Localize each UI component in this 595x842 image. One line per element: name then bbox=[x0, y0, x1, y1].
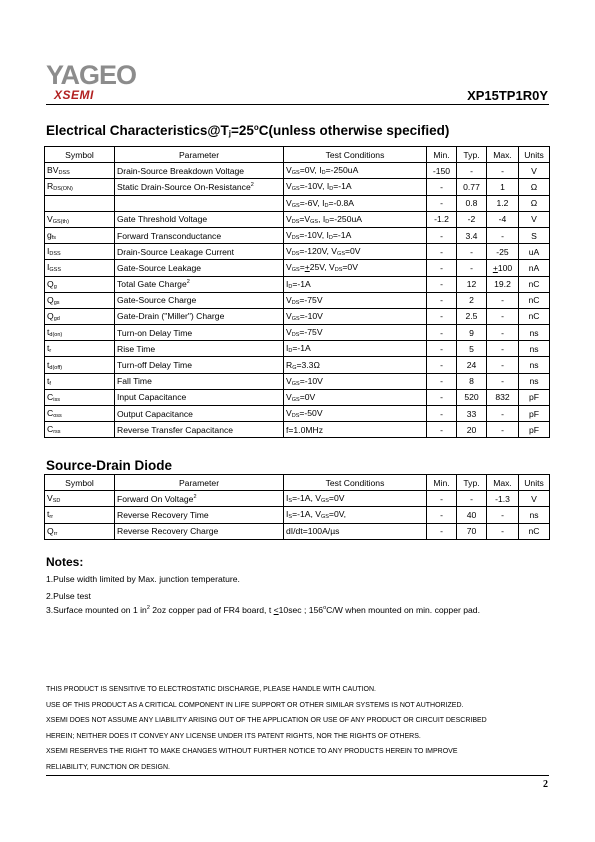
table-row bbox=[45, 491, 550, 507]
units-cell: S bbox=[519, 227, 550, 243]
test-conditions-cell: dI/dt=100A/µs bbox=[284, 523, 427, 539]
symbol-cell: $t_r$ bbox=[45, 341, 115, 357]
column-header: Parameter bbox=[115, 475, 284, 491]
table-row bbox=[45, 260, 550, 276]
parameter-cell: Turn-on Delay Time bbox=[115, 325, 284, 341]
table-row bbox=[45, 389, 550, 405]
max-cell: - bbox=[487, 227, 519, 243]
symbol-cell: $R_{DS(ON)}$ bbox=[45, 179, 115, 195]
table-header-row bbox=[45, 147, 550, 163]
typ-cell: - bbox=[457, 491, 487, 507]
units-cell: Ω bbox=[519, 179, 550, 195]
min-cell: - bbox=[427, 406, 457, 422]
symbol-cell: $C_{oss}$ bbox=[45, 406, 115, 422]
table-row bbox=[45, 325, 550, 341]
parameter-cell: Drain-Source Breakdown Voltage bbox=[115, 163, 284, 179]
parameter-cell: Gate-Source Charge bbox=[115, 292, 284, 308]
test-conditions-cell: $V_{DS}=-10V$, $I_D=-1A$ bbox=[284, 227, 427, 243]
column-header: Min. bbox=[427, 475, 457, 491]
header-rule bbox=[46, 104, 549, 105]
test-conditions-cell: $R_G=3.3\Omega$ bbox=[284, 357, 427, 373]
parameter-cell: Output Capacitance bbox=[115, 406, 284, 422]
min-cell: - bbox=[427, 276, 457, 292]
min-cell: - bbox=[427, 507, 457, 523]
note-1: 1.Pulse width limited by Max. junction temperature. bbox=[46, 574, 240, 584]
note-2: 2.Pulse test bbox=[46, 591, 91, 601]
disclaimer-line: USE OF THIS PRODUCT AS A CRITICAL COMPONENT IN LIFE SUPPORT OR OTHER SIMILAR SYSTEMS IS NOT AUTHORIZED. bbox=[46, 702, 464, 709]
table-row bbox=[45, 163, 550, 179]
table-row bbox=[45, 292, 550, 308]
typ-cell: 70 bbox=[457, 523, 487, 539]
symbol-cell bbox=[45, 195, 115, 211]
symbol-cell: $V_{GS(th)}$ bbox=[45, 211, 115, 227]
symbol-cell: $I_{GSS}$ bbox=[45, 260, 115, 276]
units-cell: nC bbox=[519, 308, 550, 324]
column-header: Parameter bbox=[115, 147, 284, 163]
min-cell: - bbox=[427, 373, 457, 389]
test-conditions-cell: $V_{DS}=-120V$, $V_{GS}=0V$ bbox=[284, 244, 427, 260]
min-cell: - bbox=[427, 341, 457, 357]
typ-cell: 2.5 bbox=[457, 308, 487, 324]
min-cell: -1.2 bbox=[427, 211, 457, 227]
table-row bbox=[45, 244, 550, 260]
column-header: Units bbox=[519, 475, 550, 491]
footer-rule bbox=[46, 775, 549, 776]
column-header: Units bbox=[519, 147, 550, 163]
column-header: Test Conditions bbox=[284, 475, 427, 491]
typ-cell: - bbox=[457, 163, 487, 179]
symbol-cell: $V_{SD}$ bbox=[45, 491, 115, 507]
max-cell: 1.2 bbox=[487, 195, 519, 211]
typ-cell: -2 bbox=[457, 211, 487, 227]
max-cell: - bbox=[487, 341, 519, 357]
min-cell: - bbox=[427, 389, 457, 405]
parameter-cell: Reverse Recovery Charge bbox=[115, 523, 284, 539]
table-row bbox=[45, 276, 550, 292]
max-cell: - bbox=[487, 163, 519, 179]
units-cell: nC bbox=[519, 523, 550, 539]
table-row bbox=[45, 507, 550, 523]
typ-cell: 8 bbox=[457, 373, 487, 389]
typ-cell: 0.8 bbox=[457, 195, 487, 211]
max-cell: -4 bbox=[487, 211, 519, 227]
min-cell: - bbox=[427, 179, 457, 195]
test-conditions-cell: $I_S=-1A$, $V_{GS}=0V$, bbox=[284, 507, 427, 523]
disclaimer-line: RELIABILITY, FUNCTION OR DESIGN. bbox=[46, 764, 170, 771]
logo-subbrand: XSEMI bbox=[54, 88, 94, 102]
max-cell: - bbox=[487, 308, 519, 324]
typ-cell: 3.4 bbox=[457, 227, 487, 243]
test-conditions-cell: f=1.0MHz bbox=[284, 422, 427, 438]
disclaimer-line: XSEMI RESERVES THE RIGHT TO MAKE CHANGES WITHOUT FURTHER NOTICE TO ANY PRODUCTS HEREIN TO IMPROVE bbox=[46, 748, 458, 755]
units-cell: ns bbox=[519, 341, 550, 357]
symbol-cell: $t_{d(off)}$ bbox=[45, 357, 115, 373]
max-cell: -25 bbox=[487, 244, 519, 260]
typ-cell: - bbox=[457, 260, 487, 276]
logo-wordmark: YAGEO bbox=[46, 60, 137, 90]
units-cell: pF bbox=[519, 389, 550, 405]
min-cell: - bbox=[427, 292, 457, 308]
min-cell: - bbox=[427, 260, 457, 276]
units-cell: ns bbox=[519, 357, 550, 373]
test-conditions-cell: $V_{DS}=V_{GS}$, $I_D=-250uA$ bbox=[284, 211, 427, 227]
parameter-cell: Turn-off Delay Time bbox=[115, 357, 284, 373]
table-row bbox=[45, 211, 550, 227]
typ-cell: 12 bbox=[457, 276, 487, 292]
table-header-row bbox=[45, 475, 550, 491]
units-cell: Ω bbox=[519, 195, 550, 211]
parameter-cell: Forward On Voltage$^2$ bbox=[115, 491, 284, 507]
symbol-cell: $C_{iss}$ bbox=[45, 389, 115, 405]
parameter-cell: Gate Threshold Voltage bbox=[115, 211, 284, 227]
parameter-cell: Gate-Drain ("Miller") Charge bbox=[115, 308, 284, 324]
electrical-characteristics-table bbox=[44, 146, 550, 438]
typ-cell: 520 bbox=[457, 389, 487, 405]
min-cell: - bbox=[427, 195, 457, 211]
disclaimer-line: HEREIN; NEITHER DOES IT CONVEY ANY LICENSE UNDER ITS PATENT RIGHTS, NOR THE RIGHTS OF OTHERS. bbox=[46, 733, 421, 740]
column-header: Typ. bbox=[457, 147, 487, 163]
table-row bbox=[45, 406, 550, 422]
table-row bbox=[45, 179, 550, 195]
typ-cell: 33 bbox=[457, 406, 487, 422]
min-cell: - bbox=[427, 422, 457, 438]
table-row bbox=[45, 308, 550, 324]
max-cell: - bbox=[487, 357, 519, 373]
test-conditions-cell: $I_D=-1A$ bbox=[284, 276, 427, 292]
table-row bbox=[45, 227, 550, 243]
parameter-cell: Fall Time bbox=[115, 373, 284, 389]
max-cell: - bbox=[487, 292, 519, 308]
column-header: Typ. bbox=[457, 475, 487, 491]
max-cell: 19.2 bbox=[487, 276, 519, 292]
max-cell: - bbox=[487, 325, 519, 341]
table-row bbox=[45, 195, 550, 211]
units-cell: pF bbox=[519, 406, 550, 422]
symbol-cell: $t_f$ bbox=[45, 373, 115, 389]
parameter-cell: Drain-Source Leakage Current bbox=[115, 244, 284, 260]
min-cell: - bbox=[427, 357, 457, 373]
min-cell: - bbox=[427, 308, 457, 324]
symbol-cell: $t_{rr}$ bbox=[45, 507, 115, 523]
units-cell: ns bbox=[519, 507, 550, 523]
symbol-cell: $I_{DSS}$ bbox=[45, 244, 115, 260]
column-header: Symbol bbox=[45, 147, 115, 163]
test-conditions-cell: $V_{GS}=+25V$, $V_{DS}=0V$ bbox=[284, 260, 427, 276]
test-conditions-cell: $V_{GS}=-10V$ bbox=[284, 373, 427, 389]
max-cell: 1 bbox=[487, 179, 519, 195]
test-conditions-cell: $V_{GS}=-10V$ bbox=[284, 308, 427, 324]
units-cell: nC bbox=[519, 276, 550, 292]
min-cell: - bbox=[427, 244, 457, 260]
symbol-cell: $Q_g$ bbox=[45, 276, 115, 292]
column-header: Max. bbox=[487, 147, 519, 163]
units-cell: V bbox=[519, 163, 550, 179]
test-conditions-cell: $V_{GS}=0V$ bbox=[284, 389, 427, 405]
typ-cell: 20 bbox=[457, 422, 487, 438]
parameter-cell: Rise Time bbox=[115, 341, 284, 357]
column-header: Min. bbox=[427, 147, 457, 163]
notes-title: Notes: bbox=[46, 555, 84, 569]
parameter-cell bbox=[115, 195, 284, 211]
test-conditions-cell: $V_{DS}=-75V$ bbox=[284, 325, 427, 341]
typ-cell: 0.77 bbox=[457, 179, 487, 195]
max-cell: - bbox=[487, 406, 519, 422]
table-row bbox=[45, 357, 550, 373]
max-cell: - bbox=[487, 507, 519, 523]
max-cell: -1.3 bbox=[487, 491, 519, 507]
test-conditions-cell: $V_{DS}=-50V$ bbox=[284, 406, 427, 422]
symbol-cell: $Q_{gd}$ bbox=[45, 308, 115, 324]
table-row bbox=[45, 341, 550, 357]
symbol-cell: $t_{d(on)}$ bbox=[45, 325, 115, 341]
min-cell: - bbox=[427, 227, 457, 243]
max-cell: +100 bbox=[487, 260, 519, 276]
max-cell: - bbox=[487, 523, 519, 539]
electrical-characteristics-title: Electrical $Characteristics@T_j=25^oC(unless$ otherwise specified) bbox=[46, 123, 450, 138]
part-number: XP15TP1R0Y bbox=[467, 88, 548, 103]
units-cell: ns bbox=[519, 325, 550, 341]
test-conditions-cell: $V_{GS}=0V$, $I_D=-250uA$ bbox=[284, 163, 427, 179]
source-drain-diode-table bbox=[44, 474, 550, 540]
min-cell: -150 bbox=[427, 163, 457, 179]
disclaimer-line: XSEMI DOES NOT ASSUME ANY LIABILITY ARISING OUT OF THE APPLICATION OR USE OF ANY PRODUCT OR CIRCUIT DESCRIBED bbox=[46, 717, 487, 724]
max-cell: - bbox=[487, 422, 519, 438]
test-conditions-cell: $I_D=-1A$ bbox=[284, 341, 427, 357]
symbol-cell: $C_{rss}$ bbox=[45, 422, 115, 438]
parameter-cell: Input Capacitance bbox=[115, 389, 284, 405]
symbol-cell: $Q_{gs}$ bbox=[45, 292, 115, 308]
max-cell: - bbox=[487, 373, 519, 389]
note-3: 3.Surface mounted on 1 $in^2$ 2oz copper pad of FR4 board, t <10sec ; 156$^o$C/W when mounted on min. copper pad. bbox=[46, 605, 480, 615]
parameter-cell: Gate-Source Leakage bbox=[115, 260, 284, 276]
min-cell: - bbox=[427, 325, 457, 341]
source-drain-diode-title: Source-Drain Diode bbox=[46, 458, 173, 473]
units-cell: uA bbox=[519, 244, 550, 260]
table-row bbox=[45, 422, 550, 438]
max-cell: 832 bbox=[487, 389, 519, 405]
column-header: Symbol bbox=[45, 475, 115, 491]
units-cell: V bbox=[519, 211, 550, 227]
disclaimer-line: THIS PRODUCT IS SENSITIVE TO ELECTROSTATIC DISCHARGE, PLEASE HANDLE WITH CAUTION. bbox=[46, 686, 376, 693]
parameter-cell: Static Drain-Source On-Resistance$^2$ bbox=[115, 179, 284, 195]
units-cell: pF bbox=[519, 422, 550, 438]
typ-cell: 40 bbox=[457, 507, 487, 523]
units-cell: nA bbox=[519, 260, 550, 276]
column-header: Test Conditions bbox=[284, 147, 427, 163]
parameter-cell: Forward Transconductance bbox=[115, 227, 284, 243]
test-conditions-cell: $V_{GS}=-6V$, $I_D=-0.8A$ bbox=[284, 195, 427, 211]
min-cell: - bbox=[427, 523, 457, 539]
units-cell: V bbox=[519, 491, 550, 507]
column-header: Max. bbox=[487, 475, 519, 491]
typ-cell: - bbox=[457, 244, 487, 260]
units-cell: ns bbox=[519, 373, 550, 389]
table-row bbox=[45, 373, 550, 389]
symbol-cell: $BV_{DSS}$ bbox=[45, 163, 115, 179]
typ-cell: 24 bbox=[457, 357, 487, 373]
typ-cell: 5 bbox=[457, 341, 487, 357]
min-cell: - bbox=[427, 491, 457, 507]
test-conditions-cell: $V_{DS}=-75V$ bbox=[284, 292, 427, 308]
parameter-cell: Reverse Recovery Time bbox=[115, 507, 284, 523]
units-cell: nC bbox=[519, 292, 550, 308]
yageo-logo bbox=[46, 62, 156, 106]
typ-cell: 9 bbox=[457, 325, 487, 341]
test-conditions-cell: $V_{GS}=-10V$, $I_D=-1A$ bbox=[284, 179, 427, 195]
parameter-cell: Reverse Transfer Capacitance bbox=[115, 422, 284, 438]
table-row bbox=[45, 523, 550, 539]
page-number: 2 bbox=[543, 779, 548, 790]
symbol-cell: $Q_{rr}$ bbox=[45, 523, 115, 539]
symbol-cell: $g_{fs}$ bbox=[45, 227, 115, 243]
typ-cell: 2 bbox=[457, 292, 487, 308]
test-conditions-cell: $I_S=-1A$, $V_{GS}=0V$ bbox=[284, 491, 427, 507]
parameter-cell: Total Gate Charge$^2$ bbox=[115, 276, 284, 292]
